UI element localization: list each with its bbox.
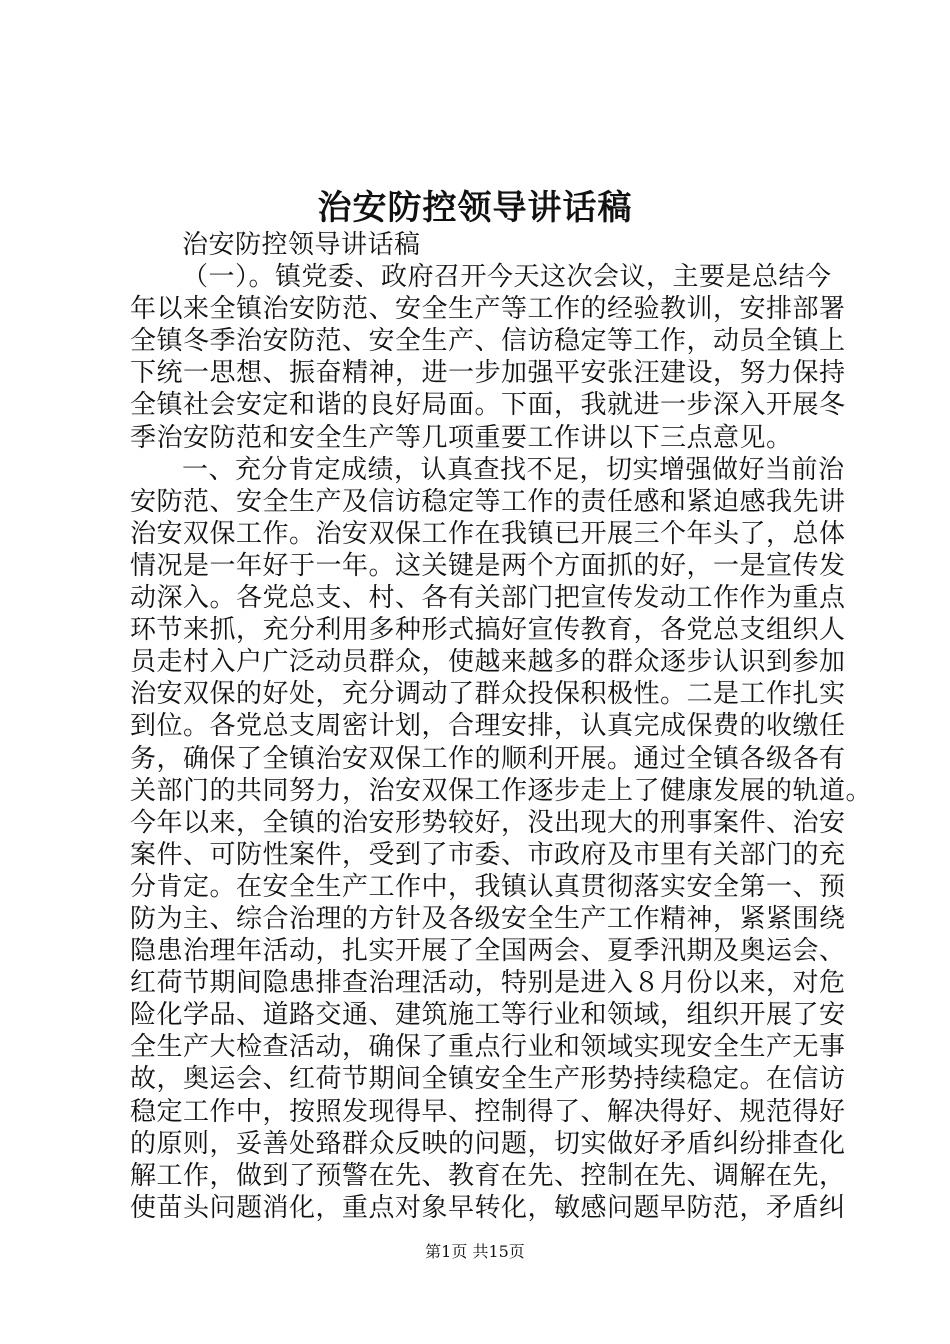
page-footer [0,1240,950,1264]
body-line: 动深入。各党总支、村、各有关部门把宣传发动工作作为重点 [130,583,846,614]
body-line: 到位。各党总支周密计划，合理安排，认真完成保费的收缴任 [130,711,846,742]
body-line: 分肯定。在安全生产工作中，我镇认真贯彻落实安全第一、预 [130,871,846,902]
page-number: 第1页 共15页 [425,1242,525,1261]
body-line: （一）。镇党委、政府召开今天这次会议，主要是总结今 [182,262,832,293]
body-line: 员走村入户广泛动员群众，使越来越多的群众逐步认识到参加 [130,647,846,678]
body-line: 一、充分肯定成绩，认真查找不足，切实增强做好当前治 [182,454,845,485]
body-line: 关部门的共同努力，治安双保工作逐步走上了健康发展的轨道。 [130,775,873,806]
body-line: 年以来全镇治安防范、安全生产等工作的经验教训，安排部署 [130,294,846,325]
body-line: 务，确保了全镇治安双保工作的顺利开展。通过全镇各级各有 [130,743,846,774]
body-line: 的原则，妥善处臵群众反映的问题，切实做好矛盾纠纷排查化 [130,1128,846,1159]
body-line: 环节来抓，充分利用多种形式搞好宣传教育，各党总支组织人 [130,615,846,646]
body-line: 今年以来，全镇的治安形势较好，没出现大的刑事案件、治安 [130,807,846,838]
body-line: 全生产大检查活动，确保了重点行业和领域实现安全生产无事 [130,1032,846,1063]
body-line: 治安防控领导讲话稿 [182,230,421,260]
document-body [130,229,873,1224]
body-line: 全镇社会安定和谐的良好局面。下面，我就进一步深入开展冬 [130,390,846,421]
body-line: 防为主、综合治理的方针及各级安全生产工作精神，紧紧围绕 [130,903,846,934]
body-line: 故，奥运会、红荷节期间全镇安全生产形势持续稳定。在信访 [130,1064,846,1095]
body-line: 情况是一年好于一年。这关键是两个方面抓的好，一是宣传发 [130,550,846,581]
body-line: 稳定工作中，按照发现得早、控制得了、解决得好、规范得好 [130,1096,846,1127]
body-line: 治安双保的好处，充分调动了群众投保积极性。二是工作扎实 [130,679,846,710]
body-line: 全镇冬季治安防范、安全生产、信访稳定等工作，动员全镇上 [130,326,846,357]
body-line: 安防范、安全生产及信访稳定等工作的责任感和紧迫感我先讲 [130,486,846,517]
body-line: 季治安防范和安全生产等几项重要工作讲以下三点意见。 [130,422,793,453]
body-line: 解工作，做到了预警在先、教育在先、控制在先、调解在先， [130,1160,846,1191]
body-line: 下统一思想、振奋精神，进一步加强平安张汪建设，努力保持 [130,358,846,389]
body-line: 使苗头问题消化，重点对象早转化，敏感问题早防范，矛盾纠 [130,1192,846,1223]
body-line: 隐患治理年活动，扎实开展了全国两会、夏季汛期及奥运会、 [130,936,846,967]
body-line: 红荷节期间隐患排查治理活动，特别是进入８月份以来，对危 [130,968,846,999]
body-line: 案件、可防性案件，受到了市委、市政府及市里有关部门的充 [130,839,846,870]
body-line: 治安双保工作。治安双保工作在我镇已开展三个年头了，总体 [130,518,846,549]
document-title: 治安防控领导讲话稿 [317,188,633,228]
body-line: 险化学品、道路交通、建筑施工等行业和领域，组织开展了安 [130,1000,846,1031]
